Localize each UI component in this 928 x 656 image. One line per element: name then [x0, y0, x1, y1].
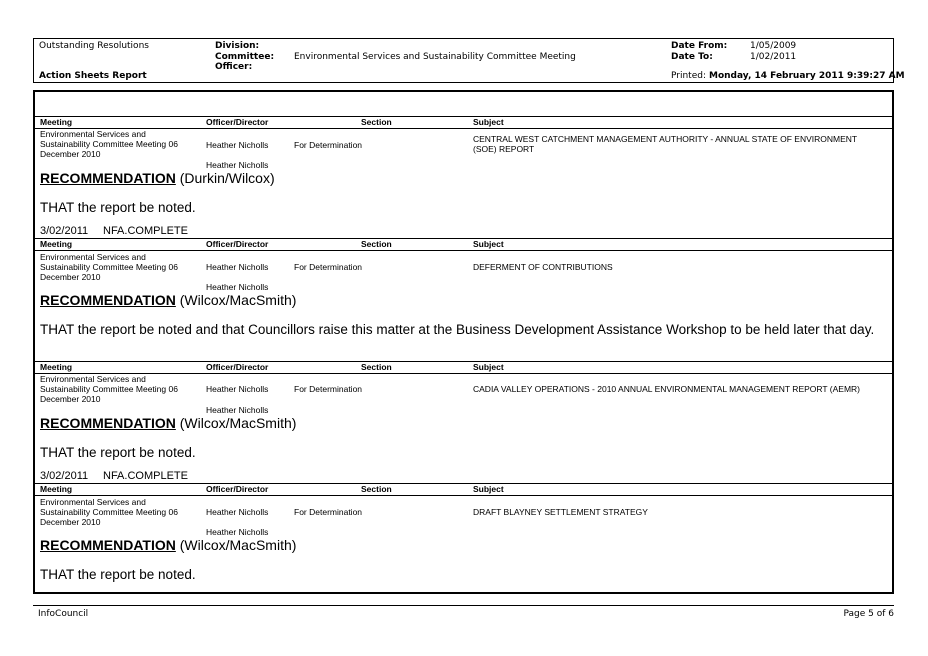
recommendation-label: RECOMMENDATION: [40, 292, 176, 308]
column-header-row: [35, 362, 892, 373]
col-officer: Officer/Director: [206, 362, 269, 372]
subject-value: DRAFT BLAYNEY SETTLEMENT STRATEGY: [473, 507, 648, 517]
subject-value: CADIA VALLEY OPERATIONS - 2010 ANNUAL ENVIRONMENTAL MANAGEMENT REPORT (AEMR): [473, 384, 861, 394]
subject-value: DEFERMENT OF CONTRIBUTIONS: [473, 262, 613, 272]
meeting-line: Environmental Services and: [40, 252, 146, 262]
meeting-name: [40, 252, 178, 282]
meeting-line: Environmental Services and: [40, 497, 146, 507]
officer-name: Heather Nicholls: [206, 262, 269, 272]
col-officer: Officer/Director: [206, 239, 269, 249]
action-code: NFA.COMPLETE: [103, 470, 188, 482]
divider: [35, 495, 892, 496]
resolution-text: THAT the report be noted.: [40, 567, 196, 582]
col-section: Section: [361, 484, 392, 494]
col-officer: Officer/Director: [206, 117, 269, 127]
meeting-line: December 2010: [40, 149, 101, 159]
recommendation-heading: [40, 537, 296, 553]
meeting-line: Sustainability Committee Meeting 06: [40, 262, 178, 272]
printed-value: Monday, 14 February 2011 9:39:27 AM: [709, 71, 905, 81]
recommendation-label: RECOMMENDATION: [40, 537, 176, 553]
meeting-line: Environmental Services and: [40, 129, 146, 139]
meeting-name: [40, 497, 178, 527]
divider: [35, 361, 892, 362]
action-sheet-frame: [33, 90, 894, 594]
meeting-line: Sustainability Committee Meeting 06: [40, 139, 178, 149]
recommendation-movers: (Wilcox/MacSmith): [179, 537, 297, 553]
recommendation-heading: [40, 415, 296, 431]
col-subject: Subject: [473, 239, 504, 249]
divider: [35, 250, 892, 251]
col-meeting: Meeting: [40, 239, 73, 249]
date-to-label: Date To:: [671, 52, 713, 62]
meeting-name: [40, 374, 178, 404]
col-section: Section: [361, 239, 392, 249]
meeting-line: December 2010: [40, 517, 101, 527]
meeting-line: Environmental Services and: [40, 374, 146, 384]
officer-name: Heather Nicholls: [206, 507, 269, 517]
meeting-line: Sustainability Committee Meeting 06: [40, 507, 178, 517]
division-label: Division:: [215, 41, 260, 51]
meeting-name: [40, 129, 178, 159]
section-value: For Determination: [294, 384, 363, 394]
officer-name-secondary: Heather Nicholls: [206, 160, 269, 170]
footer-divider: [33, 605, 894, 606]
section-value: For Determination: [294, 262, 363, 272]
report-title: Outstanding Resolutions: [39, 41, 149, 51]
committee-label: Committee:: [215, 52, 275, 62]
recommendation-label: RECOMMENDATION: [40, 170, 176, 186]
col-meeting: Meeting: [40, 484, 73, 494]
section-value: For Determination: [294, 507, 363, 517]
resolution-text: THAT the report be noted.: [40, 445, 196, 460]
recommendation-movers: (Wilcox/MacSmith): [179, 415, 297, 431]
officer-label: Officer:: [215, 62, 253, 72]
action-date: 3/02/2011: [40, 225, 89, 237]
recommendation-label: RECOMMENDATION: [40, 415, 176, 431]
action-date: 3/02/2011: [40, 470, 89, 482]
date-to-value: 1/02/2011: [750, 52, 797, 62]
officer-name-secondary: Heather Nicholls: [206, 527, 269, 537]
subject-value: [473, 134, 857, 154]
printed-label: Printed:: [671, 71, 706, 81]
col-subject: Subject: [473, 362, 504, 372]
divider: [35, 483, 892, 484]
action-code: NFA.COMPLETE: [103, 225, 188, 237]
col-section: Section: [361, 362, 392, 372]
meeting-line: December 2010: [40, 272, 101, 282]
col-meeting: Meeting: [40, 117, 73, 127]
subject-line: CENTRAL WEST CATCHMENT MANAGEMENT AUTHORITY - ANNUAL STATE OF ENVIRONMENT: [473, 134, 858, 144]
footer-app-name: InfoCouncil: [38, 609, 89, 619]
divider: [35, 238, 892, 239]
col-subject: Subject: [473, 484, 504, 494]
resolution-text: THAT the report be noted.: [40, 200, 196, 215]
date-from-value: 1/05/2009: [750, 41, 797, 51]
report-header: [33, 38, 905, 83]
date-from-label: Date From:: [671, 41, 728, 51]
meeting-line: December 2010: [40, 394, 101, 404]
col-officer: Officer/Director: [206, 484, 269, 494]
resolution-text: THAT the report be noted and that Councillors raise this matter at the Business Development Assistance Workshop to be held later that day.: [40, 322, 875, 337]
officer-name-secondary: Heather Nicholls: [206, 282, 269, 292]
column-header-row: [35, 484, 892, 495]
recommendation-movers: (Durkin/Wilcox): [179, 170, 275, 186]
officer-name-secondary: Heather Nicholls: [206, 405, 269, 415]
meeting-line: Sustainability Committee Meeting 06: [40, 384, 178, 394]
col-subject: Subject: [473, 117, 504, 127]
report-name: Action Sheets Report: [39, 71, 147, 81]
column-header-row: [35, 117, 892, 128]
recommendation-heading: [40, 170, 275, 186]
officer-name: Heather Nicholls: [206, 384, 269, 394]
subject-line: (SOE) REPORT: [473, 144, 535, 154]
committee-value: Environmental Services and Sustainability Committee Meeting: [294, 52, 576, 62]
column-header-row: [35, 239, 892, 250]
section-value: For Determination: [294, 140, 363, 150]
page-number: Page 5 of 6: [843, 609, 894, 619]
recommendation-movers: (Wilcox/MacSmith): [179, 292, 297, 308]
col-section: Section: [361, 117, 392, 127]
recommendation-heading: [40, 292, 296, 308]
col-meeting: Meeting: [40, 362, 73, 372]
officer-name: Heather Nicholls: [206, 140, 269, 150]
